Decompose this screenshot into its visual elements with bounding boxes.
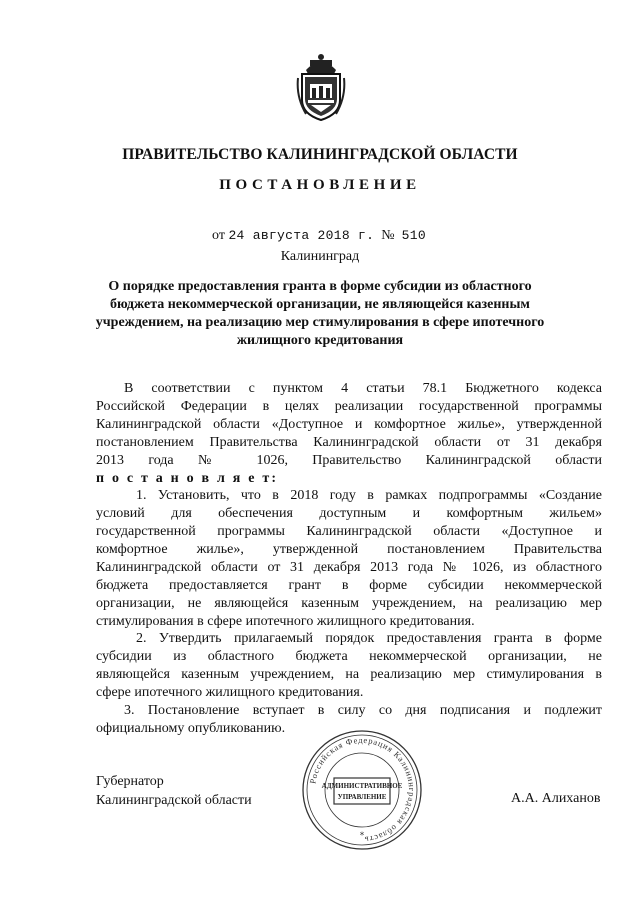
number-prefix: № xyxy=(381,228,395,243)
preamble-line: Калининградской области «Доступное и комфортное жилье», утвержденной xyxy=(96,417,602,432)
item-line: официальному опубликованию. xyxy=(96,721,286,736)
stamp-center-line: АДМИНИСТРАТИВНОЕ xyxy=(321,782,403,790)
item-line: условий для обеспечения доступным и комфортным жильем» xyxy=(96,506,602,521)
stamp-ring-text: Российская Федерация Калининградская область xyxy=(307,734,418,846)
stamp-center-line: УПРАВЛЕНИЕ xyxy=(337,793,387,801)
item-line: Калининградской области от 31 декабря 2013 года № 1026, из областного xyxy=(96,560,602,575)
document-date-line xyxy=(212,228,426,244)
item-1 xyxy=(96,487,602,631)
item-line: субсидии из областного бюджета некоммерческой организации, не xyxy=(96,649,602,664)
city: Калининград xyxy=(280,249,360,264)
item-line: сфере ипотечного жилищного кредитования. xyxy=(96,685,364,700)
item-line: стимулирования в сфере ипотечного жилищного кредитования. xyxy=(96,614,475,629)
position-line: Губернатор xyxy=(96,774,164,789)
item-line: 2. Утвердить прилагаемый порядок предоставления гранта в форме xyxy=(136,631,602,646)
preamble-line: В соответствии с пунктом 4 статьи 78.1 Бюджетного кодекса xyxy=(124,381,602,396)
preamble xyxy=(96,380,602,488)
organization-name: ПРАВИТЕЛЬСТВО КАЛИНИНГРАДСКОЙ ОБЛАСТИ xyxy=(122,146,518,163)
date-prefix: от xyxy=(212,228,225,243)
preamble-line: 2013 года № 1026, Правительство Калининградской области xyxy=(96,453,602,468)
item-line: 3. Постановление вступает в силу со дня подписания и подлежит xyxy=(124,703,602,718)
item-line: комфортное жилье», утвержденной постановлением Правительства xyxy=(96,542,602,557)
position-line: Калининградской области xyxy=(96,793,252,808)
item-line: являющейся казенным учреждением, на реализацию мер стимулирования в xyxy=(96,667,602,682)
number-value: 510 xyxy=(401,228,426,243)
resolves-word: п о с т а н о в л я е т: xyxy=(96,471,279,486)
preamble-line: Российской Федерации в целях реализации государственной программы xyxy=(96,399,602,414)
title-line: жилищного кредитования xyxy=(236,333,404,348)
item-line: 1. Установить, что в 2018 году в рамках подпрограммы «Создание xyxy=(136,488,602,503)
coat-of-arms-icon xyxy=(296,52,346,122)
title-line: учреждением, на реализацию мер стимулирования в сфере ипотечного xyxy=(95,315,545,330)
document-title xyxy=(0,278,640,350)
item-2 xyxy=(96,630,602,702)
item-line: бюджета предоставляется грант в форме субсидии некоммерческой xyxy=(96,578,602,593)
official-stamp xyxy=(300,728,424,852)
date-value: 24 августа 2018 г. xyxy=(228,228,375,243)
preamble-line: постановлением Правительства Калининградской области от 31 декабря xyxy=(96,435,602,450)
item-line: организации, не являющейся казенным учреждением, на реализацию мер xyxy=(96,596,602,611)
signatory-name: А.А. Алиханов xyxy=(511,791,601,806)
item-line: государственной программы Калининградской области «Доступное и xyxy=(96,524,602,539)
star-icon: * xyxy=(359,831,365,841)
title-line: бюджета некоммерческой организации, не являющейся казенным xyxy=(110,297,530,312)
title-line: О порядке предоставления гранта в форме субсидии из областного xyxy=(108,279,532,294)
signatory-position xyxy=(96,772,252,810)
document-type: ПОСТАНОВЛЕНИЕ xyxy=(219,177,421,193)
